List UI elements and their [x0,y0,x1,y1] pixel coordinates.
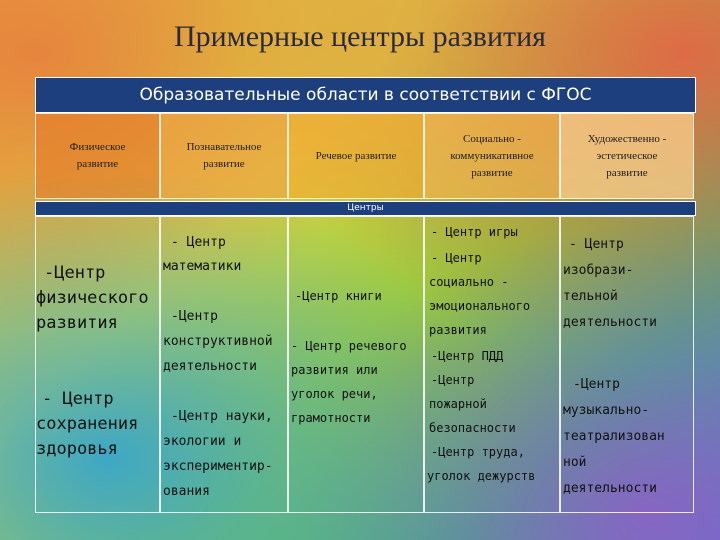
center-line: -Центр науки, [171,409,273,424]
area-art [560,113,694,199]
center-line: экспериментир- [163,459,273,474]
area-line: Физическое [69,141,126,153]
center-line: ной [563,455,587,470]
center-line: -Центр книги [295,289,382,303]
center-line: театрализован [563,429,665,444]
center-line: - Центр игры [431,225,518,239]
center-line: уголок речи, [291,387,378,401]
centers-art [560,216,694,513]
center-line: здоровья [36,439,118,459]
center-line: математики [163,259,242,274]
center-line: музыкально- [563,403,650,418]
center-line: развития [429,323,487,337]
center-line: экологии и [163,434,242,449]
center-line: развития или [291,363,378,377]
center-line: сохранения [36,414,139,434]
center-line: - Центр [42,389,114,409]
area-line: развитие [606,166,648,179]
area-line: эстетическое [596,149,658,162]
area-line: Художественно - [587,132,667,145]
center-line: развития [36,313,118,333]
area-speech [288,113,424,199]
center-line: тельной [563,289,618,304]
centers-social [424,216,560,513]
center-line: эмоционального [429,299,531,313]
area-line: Социально - [463,132,521,145]
center-line: - Центр [569,237,624,252]
center-line: -Центр [573,377,620,392]
center-line: - Центр [171,235,226,250]
center-line: -Центр [171,309,218,324]
center-line: -Центр [431,373,475,387]
area-cognitive [160,113,288,199]
center-line: конструктивной [163,334,273,349]
area-line: развитие [471,166,513,179]
center-line: -Центр [44,263,106,283]
center-line: -Центр ПДД [431,349,504,363]
center-line: изобрази- [563,263,634,278]
table-header-band: Образовательные области в соответствии с ФГОС [35,77,696,113]
centers-band: Центры [35,201,696,216]
area-line: коммуникативное [450,149,534,162]
center-line: социально - [429,275,509,289]
area-line: развитие [76,158,119,170]
center-line: -Центр труда, [431,445,525,459]
area-line: Речевое развитие [315,149,397,162]
center-line: деятельности [563,481,657,496]
center-line: деятельности [163,359,257,374]
area-line: Познавательное [186,141,262,153]
centers-speech [288,216,424,513]
center-line: - Центр [431,251,482,265]
centers-cognitive [160,216,288,513]
center-line: безопасности [429,421,516,435]
center-line: - Центр речевого [291,339,407,353]
center-line: физического [36,288,149,308]
center-line: ования [163,484,210,499]
center-line: деятельности [563,315,657,330]
center-line: грамотности [291,411,371,425]
center-line: пожарной [429,397,487,411]
area-line: развитие [203,158,245,170]
slide-title: Примерные центры развития [174,20,546,53]
area-social [424,113,560,199]
area-physical [35,113,160,199]
center-line: уголок дежурств [427,469,536,483]
centers-physical [35,216,160,513]
development-centers-table [35,77,694,513]
